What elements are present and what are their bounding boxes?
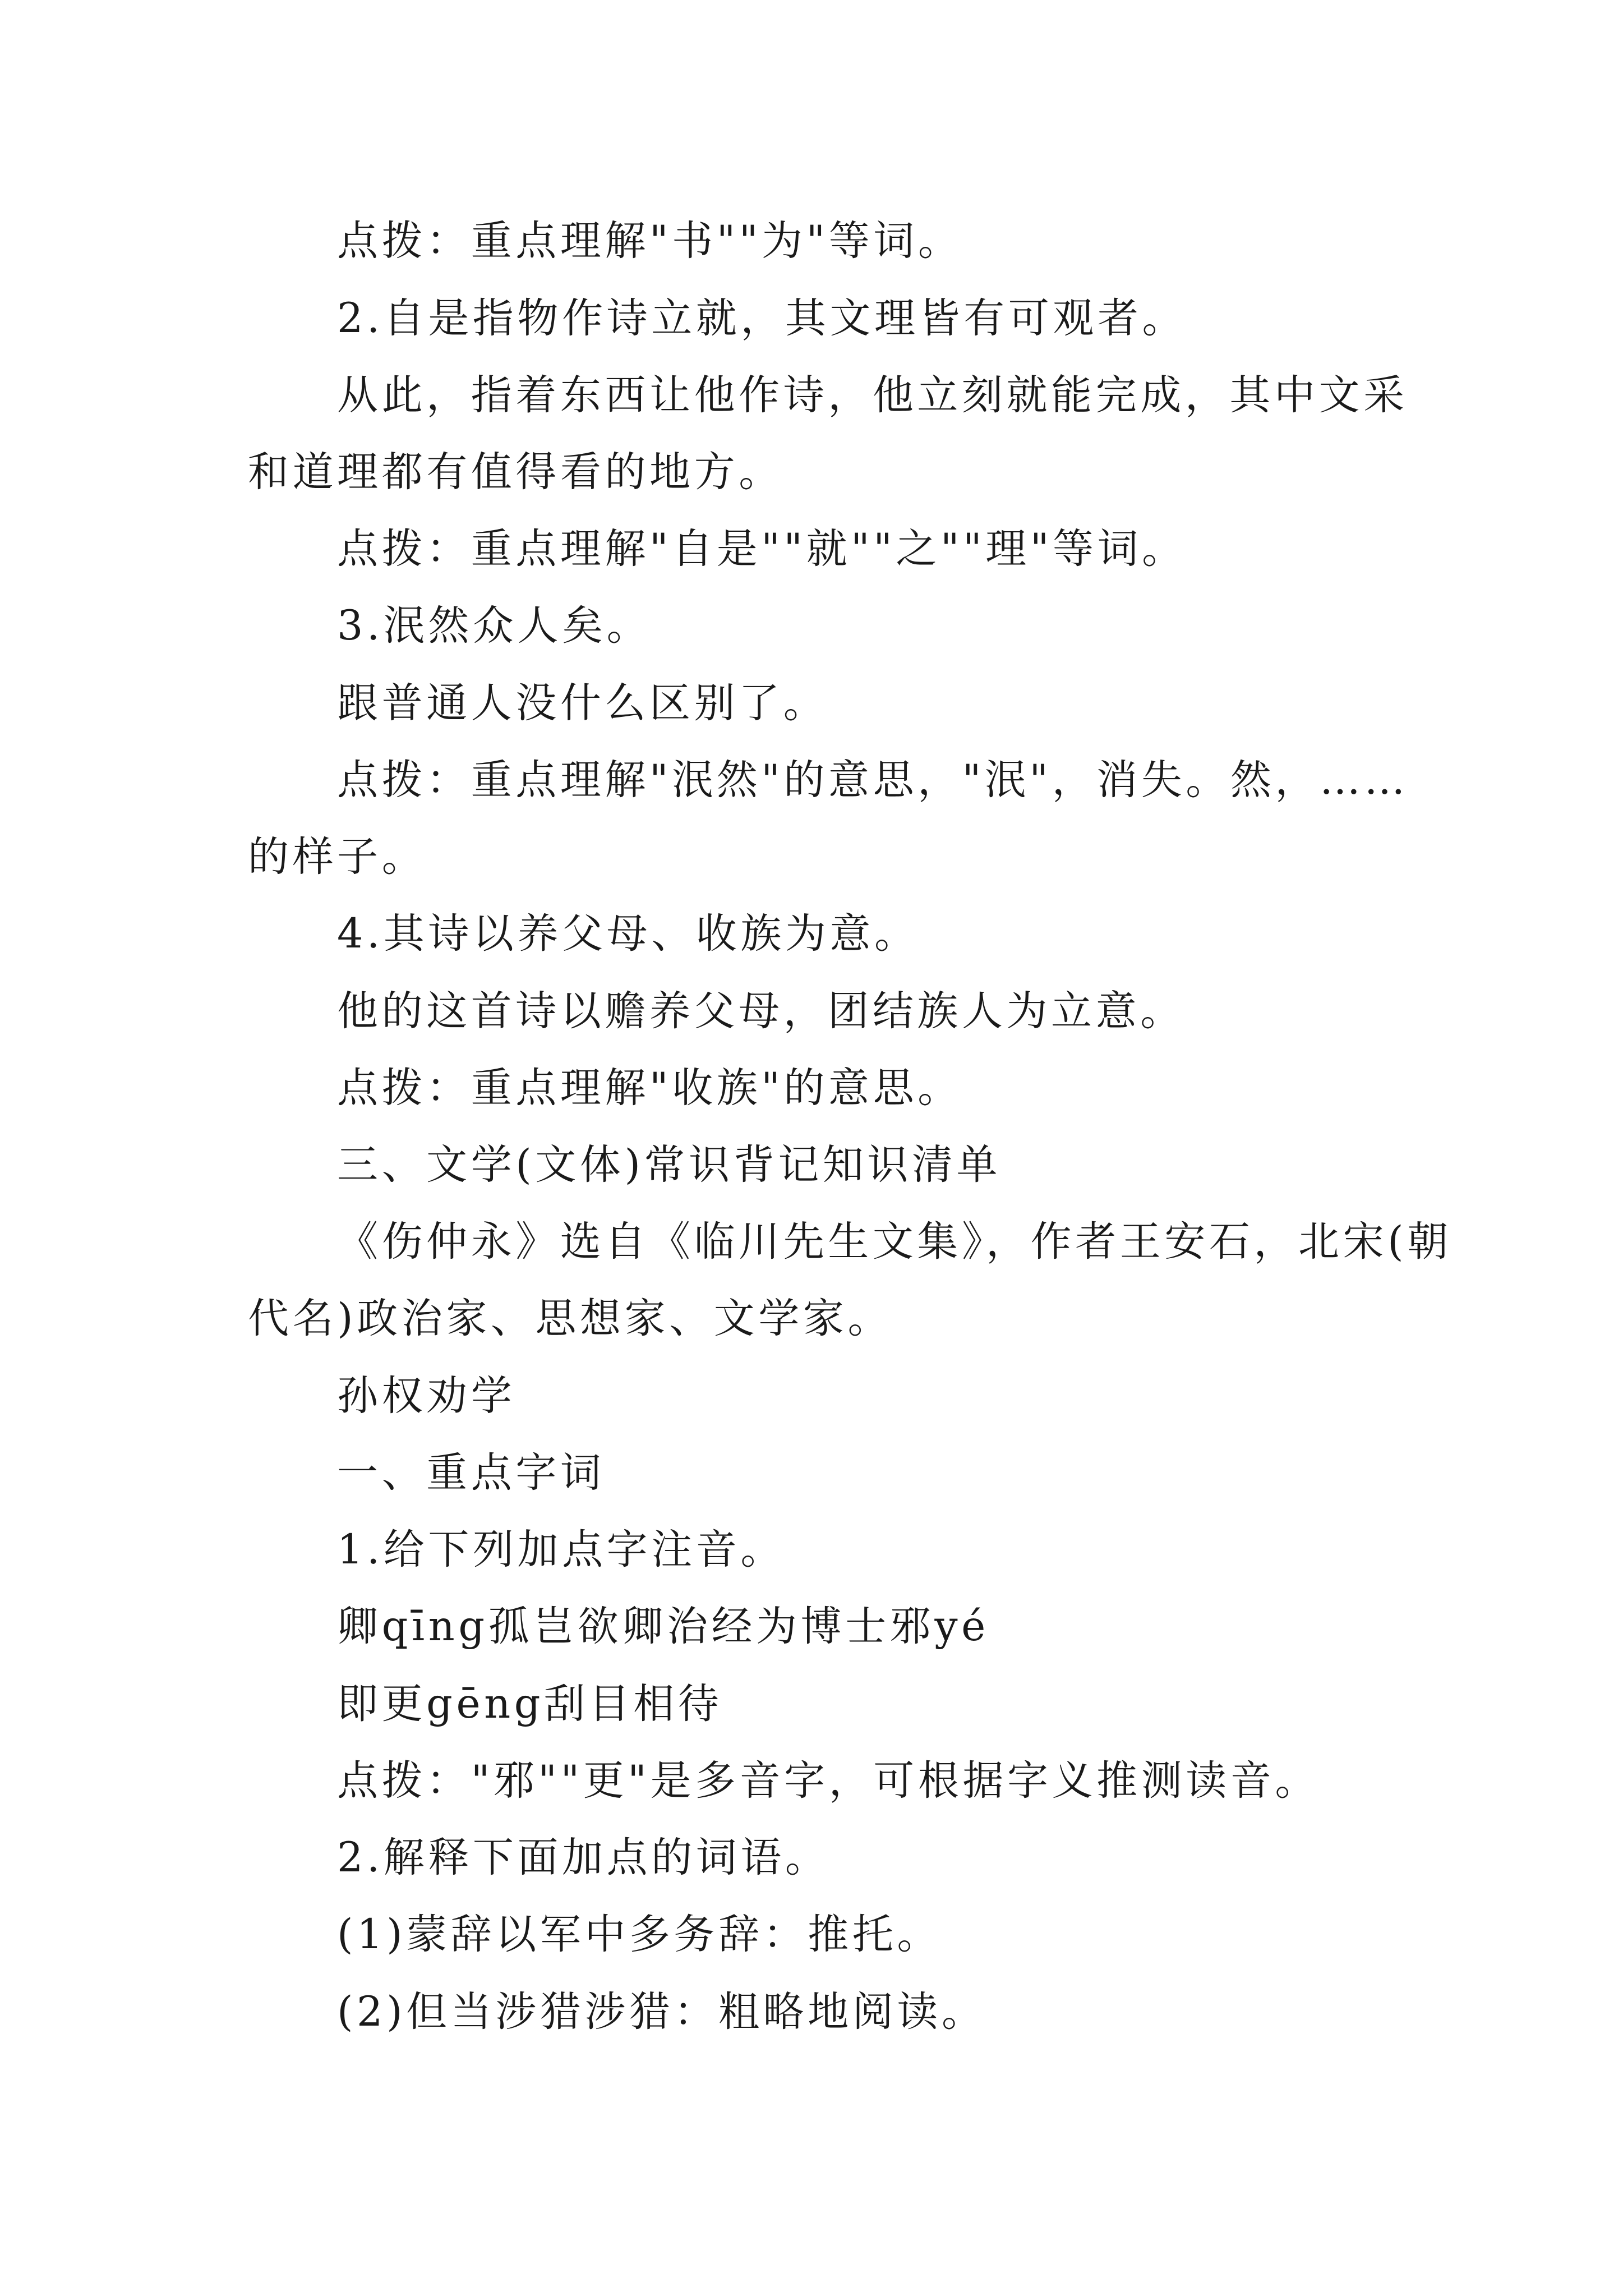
text-line: 3.泯然众人矣。 [337, 602, 652, 650]
text-line: (1)蒙辞以军中多务辞：推托。 [337, 1911, 942, 1958]
text-line: 的样子。 [248, 833, 427, 881]
text-line: 点拨：重点理解"收族"的意思。 [337, 1064, 962, 1112]
text-line: 即更gēng刮目相待 [337, 1680, 723, 1728]
text-line: 点拨：重点理解"泯然"的意思，"泯"，消失。然，…… [337, 756, 1409, 804]
section-heading: 孙权劝学 [337, 1372, 516, 1420]
text-line: 1.给下列加点字注音。 [337, 1526, 785, 1573]
section-heading: 三、文学(文体)常识背记知识清单 [337, 1141, 1002, 1189]
text-line: 从此，指着东西让他作诗，他立刻就能完成，其中文采 [337, 371, 1408, 419]
text-line: 点拨："邪""更"是多音字，可根据字义推测读音。 [337, 1757, 1320, 1805]
text-line: 2.自是指物作诗立就，其文理皆有可观者。 [337, 295, 1187, 342]
text-line: 4.其诗以养父母、收族为意。 [337, 910, 919, 958]
text-line: 点拨：重点理解"自是""就""之""理"等词。 [337, 525, 1187, 573]
text-line: 他的这首诗以赡养父母，团结族人为立意。 [337, 987, 1185, 1035]
text-line: (2)但当涉猎涉猎：粗略地阅读。 [337, 1988, 986, 2036]
text-line: 卿qīng孤岂欲卿治经为博士邪yé [337, 1603, 989, 1650]
text-line: 2.解释下面加点的词语。 [337, 1834, 830, 1881]
section-heading: 一、重点字词 [337, 1449, 605, 1497]
text-line: 代名)政治家、思想家、文学家。 [248, 1295, 893, 1342]
text-line: 《伤仲永》选自《临川先生文集》，作者王安石，北宋(朝 [337, 1218, 1452, 1266]
text-line: 点拨：重点理解"书""为"等词。 [337, 217, 963, 265]
text-line: 和道理都有值得看的地方。 [248, 448, 783, 496]
text-line: 跟普通人没什么区别了。 [337, 679, 828, 727]
